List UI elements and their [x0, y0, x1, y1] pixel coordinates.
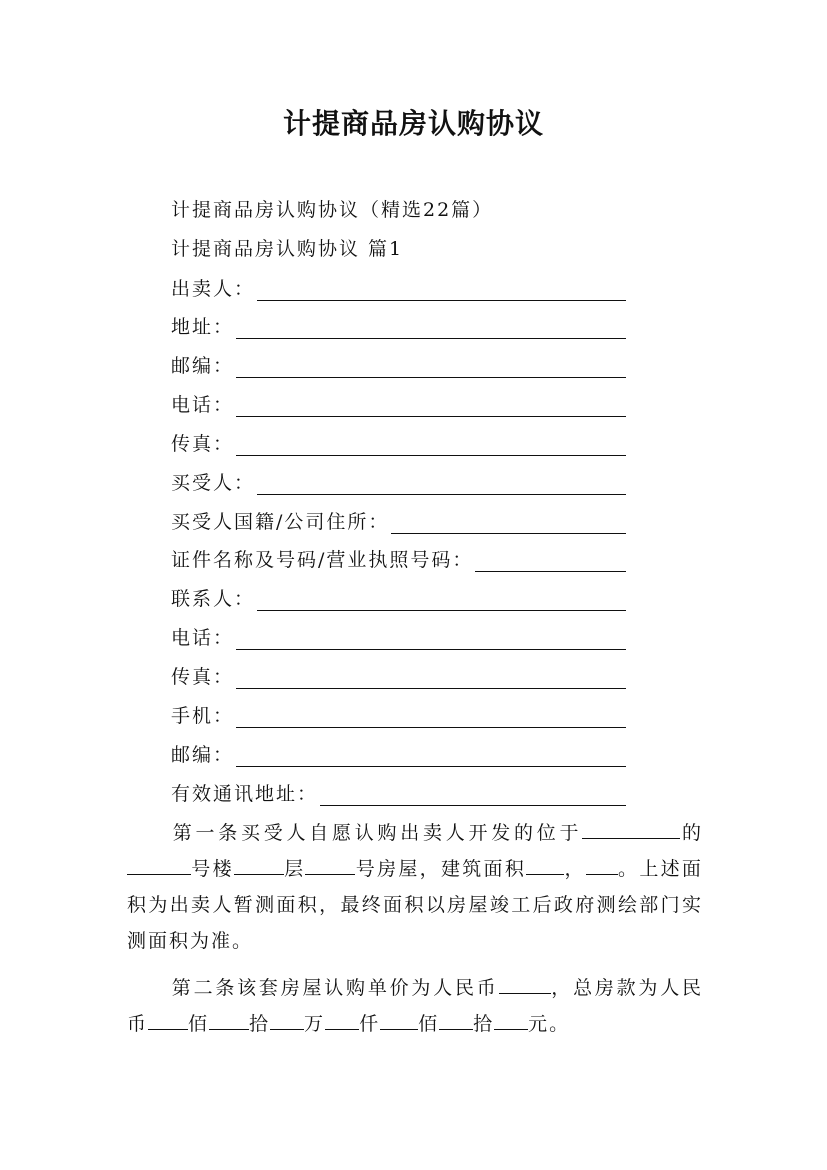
blank-unit-price[interactable]	[499, 975, 551, 994]
field-blank[interactable]	[475, 549, 626, 572]
field-label: 电话：	[171, 394, 235, 416]
field-blank[interactable]	[320, 783, 626, 806]
blank-amount[interactable]	[209, 1011, 249, 1030]
field-label: 电话：	[171, 627, 235, 649]
field-blank[interactable]	[236, 666, 626, 689]
blank-amount[interactable]	[439, 1011, 473, 1030]
blank-amount[interactable]	[148, 1011, 188, 1030]
field-fax	[171, 429, 626, 459]
field-buyer	[171, 468, 626, 498]
field-label: 买受人国籍/公司住所：	[171, 511, 390, 533]
field-phone	[171, 390, 626, 420]
field-blank[interactable]	[236, 744, 626, 767]
blank-room[interactable]	[305, 856, 355, 875]
blank-amount[interactable]	[494, 1011, 528, 1030]
field-label: 邮编：	[171, 355, 235, 377]
blank-building[interactable]	[127, 856, 191, 875]
field-label: 证件名称及号码/营业执照号码：	[171, 549, 474, 571]
field-address	[171, 312, 626, 342]
field-phone-2	[171, 623, 626, 653]
field-label: 出卖人：	[171, 278, 256, 300]
section-heading	[171, 234, 403, 264]
field-label: 传真：	[171, 666, 235, 688]
field-blank[interactable]	[236, 705, 626, 728]
field-seller	[171, 274, 626, 304]
document-subtitle	[171, 195, 493, 225]
field-label: 联系人：	[171, 588, 256, 610]
field-blank[interactable]	[236, 316, 626, 339]
blank-amount[interactable]	[270, 1011, 304, 1030]
article-2: 第二条该套房屋认购单价为人民币 ，总房款为人民币 佰 拾 万 仟 佰 拾 元。	[127, 977, 703, 1035]
field-blank[interactable]	[257, 588, 626, 611]
field-mobile	[171, 701, 626, 731]
field-blank[interactable]	[236, 627, 626, 650]
field-label: 买受人：	[171, 472, 256, 494]
blank-floor[interactable]	[234, 856, 284, 875]
field-contact	[171, 584, 626, 614]
field-label: 传真：	[171, 433, 235, 455]
subtitle-text: 计提商品房认购协议（精选22篇）	[171, 199, 494, 221]
field-id-number	[171, 545, 626, 575]
field-fax-2	[171, 662, 626, 692]
blank-amount[interactable]	[380, 1011, 418, 1030]
field-blank[interactable]	[236, 433, 626, 456]
blank-area-unit[interactable]	[586, 856, 618, 875]
field-label: 有效通讯地址：	[171, 783, 319, 805]
field-postcode	[171, 351, 626, 381]
field-label: 地址：	[171, 316, 235, 338]
field-blank[interactable]	[391, 511, 626, 534]
document-title: 计提商品房认购协议	[282, 107, 544, 140]
field-blank[interactable]	[257, 472, 626, 495]
blank-amount[interactable]	[325, 1011, 359, 1030]
field-blank[interactable]	[236, 394, 626, 417]
blank-location[interactable]	[582, 820, 680, 839]
field-blank[interactable]	[236, 355, 626, 378]
blank-area[interactable]	[526, 856, 564, 875]
field-label: 手机：	[171, 705, 235, 727]
field-buyer-nationality	[171, 507, 626, 537]
section-heading-text: 计提商品房认购协议 篇1	[171, 238, 404, 260]
field-blank[interactable]	[257, 278, 626, 301]
field-mailing-address	[171, 779, 626, 809]
field-postcode-2	[171, 740, 626, 770]
article-1: 第一条买受人自愿认购出卖人开发的位于 的号楼 层 号房屋，建筑面积 ， 。上述面积为出卖人暂测面积，最终面积以房屋竣工后政府测绘部门实测面积为准。	[127, 822, 703, 952]
field-label: 邮编：	[171, 744, 235, 766]
